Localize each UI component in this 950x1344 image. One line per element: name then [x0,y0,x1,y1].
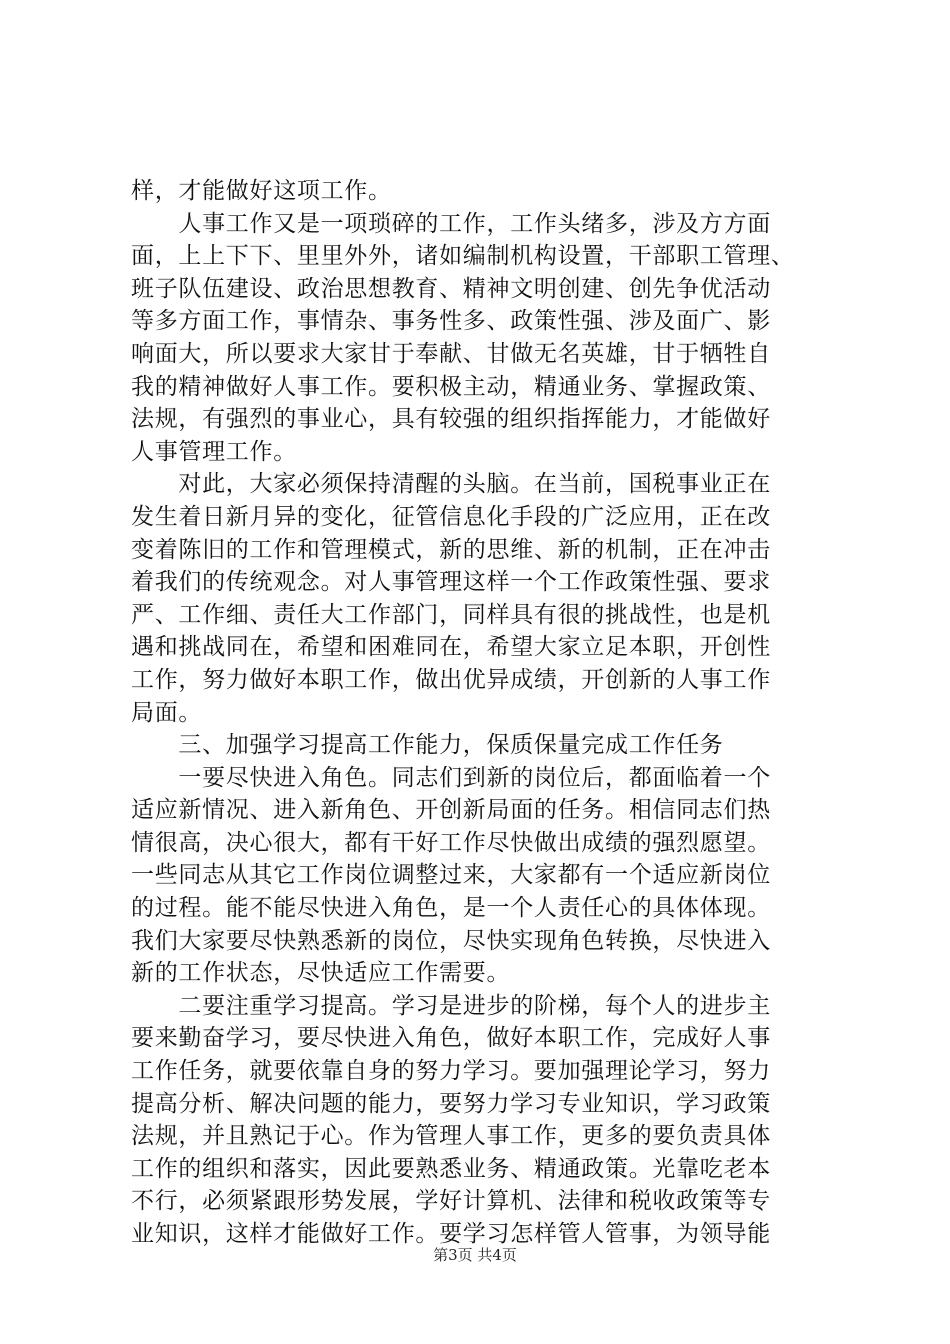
page-footer: 第3页 共4页 [433,1246,517,1264]
document-body [131,175,833,1251]
paragraph-enter-role: 一要尽快进入角色。同志们到新的岗位后，都面临着一个 适应新情况、进入新角色、开创新局面的任务。相信同志们热 情很高，决心很大，都有干好工作尽快做出成绩的强烈愿望。 一些同志从其它工作岗位调整过来，大家都有一个适应新岗位 的过程。能不能尽快进入角色，是一个人责任心的具体体现。 我们大家要尽快熟悉新的岗位，尽快实现角色转换，尽快进入 新的工作状态，尽快适应工作需要。 [131,764,771,987]
paragraph-personnel-work: 人事工作又是一项琐碎的工作，工作头绪多，涉及方方面 面，上上下下、里里外外，诸如编制机构设置，干部职工管理、 班子队伍建设、政治思想教育、精神文明创建、创先争优活动 等多方面工作，事情杂、事务性多、政策性强、涉及面广、影 响面大，所以要求大家甘于奉献、甘做无名英雄，甘于牺牲自 我的精神做好人事工作。要积极主动，精通业务、掌握政策、 法规，有强烈的事业心，具有较强的组织指挥能力，才能做好 人事管理工作。 [131,210,795,465]
paragraph-clear-mind: 对此，大家必须保持清醒的头脑。在当前，国税事业正在 发生着日新月异的变化，征管信息化手段的广泛应用，正在改 变着陈旧的工作和管理模式，新的思维、新的机制，正在冲击 着我们的传统观念。对人事管理这样一个工作政策性强、要求 严、工作细、责任大工作部门，同样具有很的挑战性，也是机 遇和挑战同在，希望和困难同在，希望大家立足本职，开创性 工作，努力做好本职工作，做出优异成绩，开创新的人事工作 局面。 [131,471,771,726]
paragraph-continuation: 样，才能做好这项工作。 [131,178,392,204]
section-heading-three: 三、加强学习提高工作能力，保质保量完成工作任务 [131,732,724,759]
paragraph-study-improve: 二要注重学习提高。学习是进步的阶梯，每个人的进步主 要来勤奋学习，要尽快进入角色，做好本职工作，完成好人事 工作任务，就要依靠自身的努力学习。要加强理论学习，努力 提高分析、解决问题的能力，要努力学习专业知识，学习政策 法规，并且熟记于心。作为管理人事工作，更多的要负责具体 工作的组织和落实，因此要熟悉业务、精通政策。光靠吃老本 不行，必须紧跟形势发展，学好计算机、法律和税收政策等专 业知识，这样才能做好工作。要学习怎样管人管事，为领导能 [131,992,771,1247]
